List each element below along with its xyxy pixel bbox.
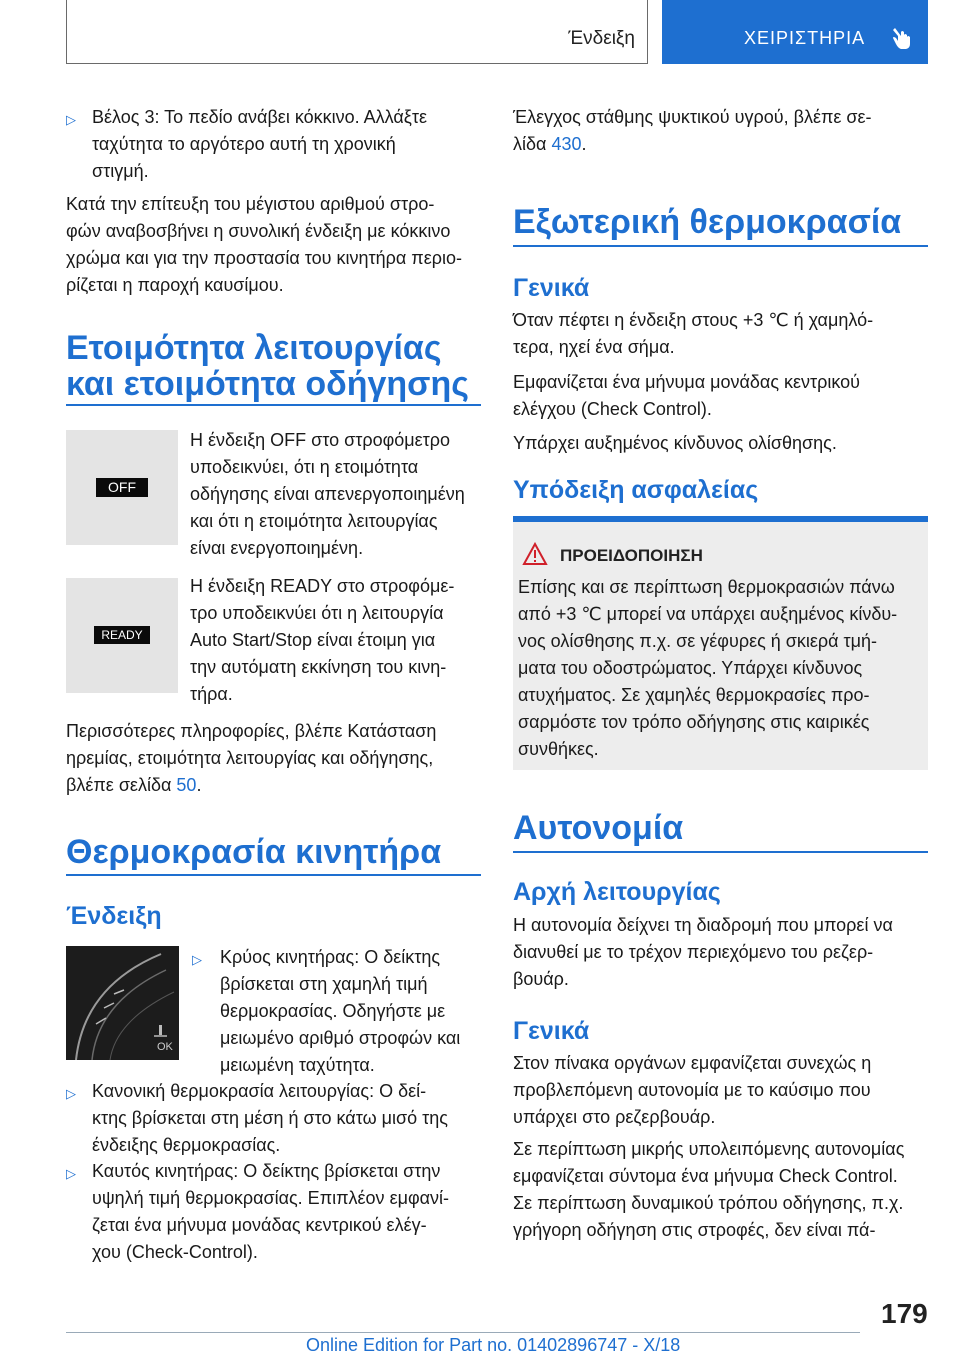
cold-line2: βρίσκεται στη χαμηλή τιμή: [220, 974, 428, 994]
tab-controls-label: ΧΕΙΡΙΣΤΗΡΙΑ: [744, 28, 866, 48]
ready-line4: την αυτόματη εκκίνηση του κινη-: [190, 657, 447, 677]
warning-triangle-icon: [522, 542, 548, 566]
heading-rule: [66, 874, 481, 876]
more-info-line2: ηρεμίας, ετοιμότητα λειτουργίας και οδήγησης,: [66, 748, 434, 768]
page-number: 179: [881, 1298, 928, 1329]
more-info-line3: [66, 772, 201, 800]
hand-pointer-icon: [892, 26, 914, 50]
warning-line4: ματα του οδοστρώματος. Υπάρχει κίνδυνος: [518, 658, 863, 678]
ready-line1: Η ένδειξη READY στο στροφόμε-: [190, 576, 455, 596]
page-link-50[interactable]: 50: [176, 775, 197, 795]
general2-line7: γρήγορη οδήγηση στις στροφές, δεν είναι πά-: [513, 1220, 876, 1240]
general2-line6: Σε περίπτωση δυναμικού τρόπου οδήγησης, π.χ.: [513, 1193, 904, 1213]
ready-badge: READY: [94, 626, 150, 644]
coolant-end: .: [581, 134, 587, 154]
subheading-general: Γενικά: [513, 274, 590, 302]
heading-engine-temp: Θερμοκρασία κινητήρα: [66, 833, 442, 871]
bullet-level3-line1: Βέλος 3: Το πεδίο ανάβει κόκκινο. Αλλάξτε: [92, 107, 427, 127]
bullet-arrow-icon: ▷: [66, 1086, 76, 1101]
principle-line3: βουάρ.: [513, 969, 569, 989]
coolant-text: λίδα: [513, 134, 547, 154]
warning-line6: σαρμόστε τον τρόπο οδήγησης στις καιρικές: [518, 712, 870, 732]
heading-ready-line1: Ετοιμότητα λειτουργίας: [66, 329, 442, 367]
hot-line4: χου (Check-Control).: [92, 1242, 258, 1262]
off-badge: OFF: [96, 478, 148, 497]
cold-line1: Κρύος κινητήρας: Ο δείκτης: [220, 947, 441, 967]
gauge-ok-label: OK: [157, 1041, 173, 1053]
cold-line5: μειωμένη ταχύτητα.: [220, 1055, 375, 1075]
heading-ready-line2: και ετοιμότητα οδήγησης: [66, 365, 469, 403]
cold-line3: θερμοκρασίας. Οδηγήστε με: [220, 1001, 446, 1021]
heading-rule: [66, 404, 481, 406]
normal-line3: ένδειξης θερμοκρασίας.: [92, 1135, 281, 1155]
warning-line3: νος ολίσθησης π.χ. σε γέφυρες ή σκιερά τμή-: [518, 631, 878, 651]
subheading-principle: Αρχή λειτουργίας: [513, 878, 721, 906]
footer-edition: Online Edition for Part no. 01402896747 - X/18: [306, 1335, 681, 1355]
cold-line4: μειωμένο αριθμό στροφών και: [220, 1028, 461, 1048]
subheading-safety: Υπόδειξη ασφαλείας: [513, 476, 759, 504]
general-line2: τερα, ηχεί ένα σήμα.: [513, 337, 675, 357]
general2-line4: Σε περίπτωση μικρής υπολειπόμενης αυτονομίας: [513, 1139, 905, 1159]
general-line5: Υπάρχει αυξημένος κίνδυνος ολίσθησης.: [513, 433, 837, 453]
warning-line5: ατυχήματος. Σε χαμηλές θερμοκρασίες προ-: [518, 685, 870, 705]
more-info-end: .: [196, 775, 202, 795]
header-section-title: Ένδειξη: [568, 28, 635, 49]
tab-controls[interactable]: [662, 0, 928, 64]
bullet-level3-line3: στιγμή.: [92, 161, 149, 181]
general-line4: ελέγχου (Check Control).: [513, 399, 712, 419]
ready-line3: Auto Start/Stop είναι έτοιμη για: [190, 630, 436, 650]
subheading-display: Ένδειξη: [66, 902, 162, 930]
general2-line1: Στον πίνακα οργάνων εμφανίζεται συνεχώς η: [513, 1053, 872, 1073]
bullet-level3-line2: ταχύτητα το αργότερο αυτή τη χρονική: [92, 134, 396, 154]
hot-line1: Καυτός κινητήρας: Ο δείκτης βρίσκεται στην: [92, 1161, 441, 1181]
hot-line3: ζεται ένα μήνυμα μονάδας κεντρικού ελέγ-: [92, 1215, 427, 1235]
general2-line5: εμφανίζεται σύντομα ένα μήνυμα Check Control.: [513, 1166, 898, 1186]
subheading-general-2: Γενικά: [513, 1017, 590, 1045]
off-indicator-image: [66, 430, 178, 545]
ready-line5: τήρα.: [190, 684, 233, 704]
heading-rule: [513, 851, 928, 853]
para-max-line1: Κατά την επίτευξη του μέγιστου αριθμού στρο-: [66, 194, 435, 214]
bullet-arrow-icon: ▷: [66, 112, 76, 127]
normal-line2: κτης βρίσκεται στη μέση ή στο κάτω μισό της: [92, 1108, 448, 1128]
warning-title: ΠΡΟΕΙΔΟΠΟΙΗΣΗ: [560, 546, 703, 565]
coolant-line2: [513, 131, 587, 159]
warning-line1: Επίσης και σε περίπτωση θερμοκρασιών πάνω: [518, 577, 895, 597]
more-info-text: βλέπε σελίδα: [66, 775, 172, 795]
bullet-arrow-icon: ▷: [66, 1166, 76, 1181]
off-line5: είναι ενεργοποιημένη.: [190, 538, 364, 558]
heading-outside-temp: Εξωτερική θερμοκρασία: [513, 203, 902, 241]
general2-line2: προβλεπόμενη αυτονομία με το καύσιμο που: [513, 1080, 871, 1100]
para-max-line3: χρώμα και για την προστασία του κινητήρα περιο-: [66, 248, 462, 268]
heading-rule: [513, 245, 928, 247]
heading-range: Αυτονομία: [513, 809, 684, 847]
footer-rule: [66, 1332, 860, 1333]
coolant-line1: Έλεγχος στάθμης ψυκτικού υγρού, βλέπε σε-: [513, 107, 872, 127]
off-line4: και ότι η ετοιμότητα λειτουργίας: [190, 511, 438, 531]
warning-box: [513, 516, 928, 770]
off-line1: Η ένδειξη OFF στο στροφόμετρο: [190, 430, 451, 450]
header-section-box: [66, 0, 648, 64]
general2-line3: υπάρχει στο ρεζερβουάρ.: [513, 1107, 716, 1127]
ready-indicator-image: [66, 578, 178, 693]
para-max-line4: ρίζεται η παροχή καυσίμου.: [66, 275, 284, 295]
ready-line2: τρο υποδεικνύει ότι η λειτουργία: [190, 603, 444, 623]
off-line3: οδήγησης είναι απενεργοποιημένη: [190, 484, 465, 504]
warning-line2: από +3 ℃ μπορεί να υπάρχει αυξημένος κίνδυ-: [518, 604, 898, 624]
principle-line2: διανυθεί με το τρέχον περιεχόμενο του ρεζερ-: [513, 942, 874, 962]
page-link-430[interactable]: 430: [551, 134, 582, 154]
warning-line7: συνθήκες.: [518, 739, 599, 759]
general-line3: Εμφανίζεται ένα μήνυμα μονάδας κεντρικού: [513, 372, 861, 392]
more-info-line1: Περισσότερες πληροφορίες, βλέπε Κατάσταση: [66, 721, 437, 741]
bullet-arrow-icon: ▷: [192, 952, 202, 967]
engine-temp-gauge-image: [66, 946, 179, 1060]
principle-line1: Η αυτονομία δείχνει τη διαδρομή που μπορεί να: [513, 915, 893, 935]
general-line1: Όταν πέφτει η ένδειξη στους +3 ℃ ή χαμηλό-: [513, 310, 874, 330]
off-line2: υποδεικνύει, ότι η ετοιμότητα: [190, 457, 419, 477]
hot-line2: υψηλή τιμή θερμοκρασίας. Επιπλέον εμφανί-: [92, 1188, 450, 1208]
para-max-line2: φών αναβοσβήνει η συνολική ένδειξη με κόκκινο: [66, 221, 451, 241]
normal-line1: Κανονική θερμοκρασία λειτουργίας: Ο δεί-: [92, 1081, 427, 1101]
warning-bar: [513, 516, 928, 522]
